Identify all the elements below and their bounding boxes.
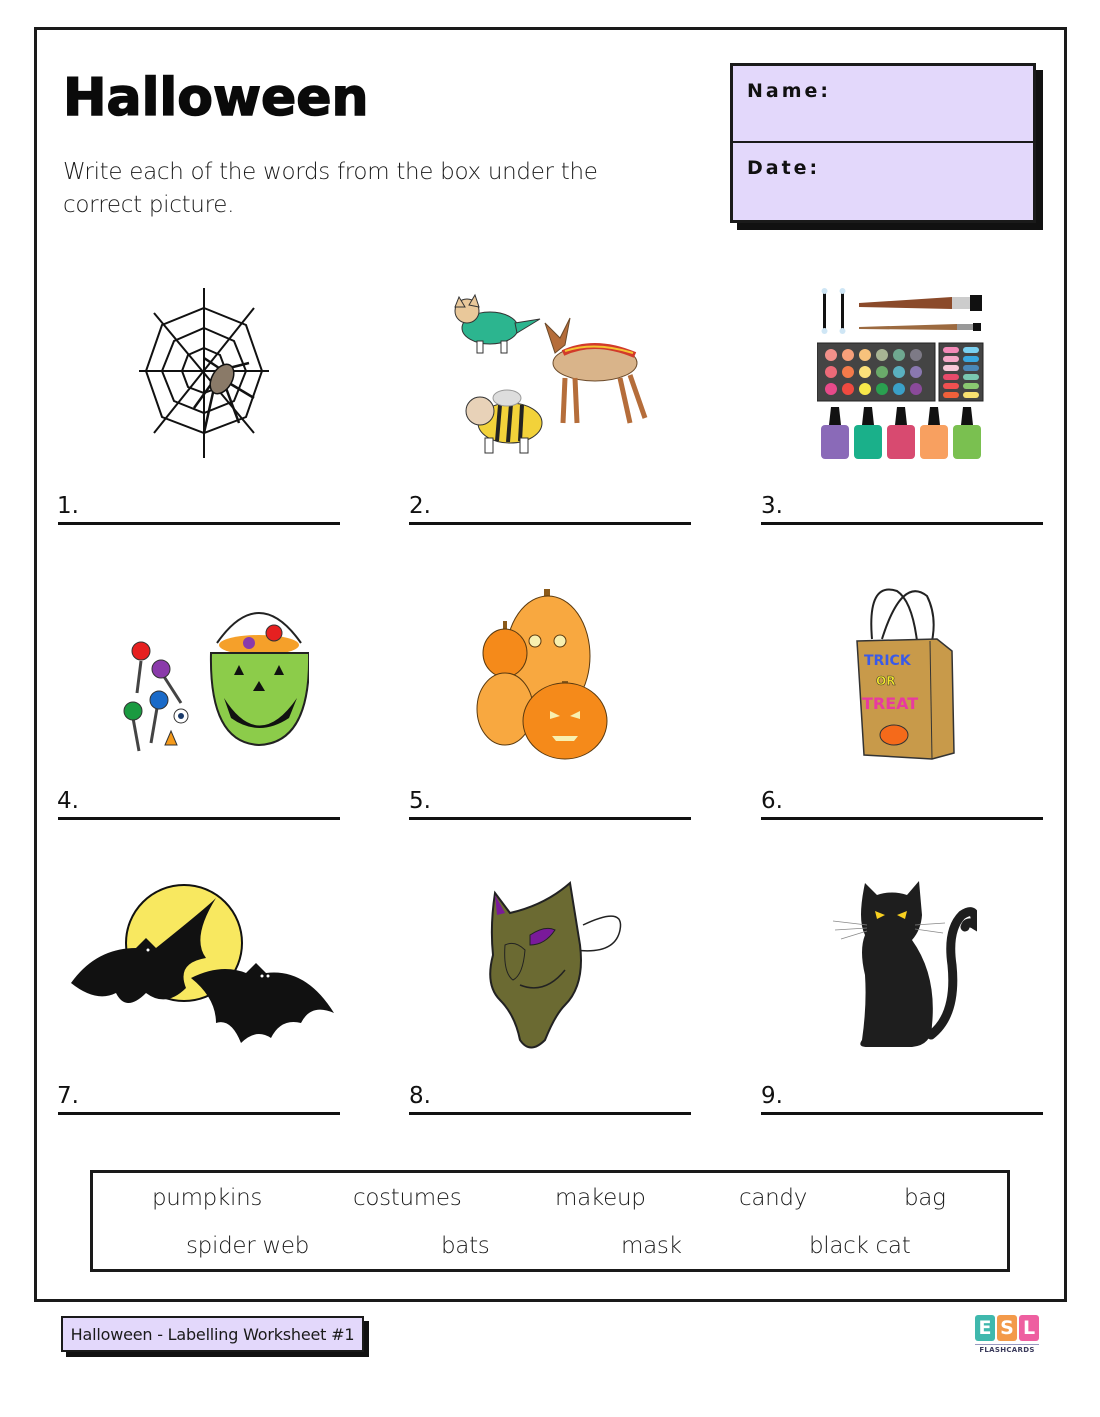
name-field[interactable] [733, 66, 1033, 143]
witch-mask-icon [475, 875, 625, 1055]
item-number: 3. [761, 493, 783, 519]
answer-line-8[interactable] [409, 1112, 691, 1115]
word-item: spider web [186, 1233, 310, 1259]
candy-bucket-icon [99, 583, 309, 763]
svg-text:TREAT: TREAT [861, 693, 918, 713]
pumpkins-icon [470, 581, 630, 766]
dog-costumes-icon [445, 283, 655, 463]
page-title: Halloween [63, 68, 369, 128]
item-number: 6. [761, 788, 783, 814]
costumes-picture [408, 278, 691, 468]
item-number: 5. [409, 788, 431, 814]
answer-line-3[interactable] [761, 522, 1043, 525]
instructions-text: Write each of the words from the box under the correct picture. [63, 159, 598, 218]
answer-line-1[interactable] [58, 522, 340, 525]
svg-text:OR: OR [875, 673, 895, 688]
date-label: Date: [747, 157, 821, 179]
answer-line-2[interactable] [409, 522, 691, 525]
answer-line-6[interactable] [761, 817, 1043, 820]
word-item: black cat [809, 1233, 911, 1259]
item-number: 2. [409, 493, 431, 519]
spider-web-picture [62, 278, 345, 468]
logo-tile-e: E [975, 1315, 995, 1341]
item-number: 9. [761, 1083, 783, 1109]
spider-web-icon [134, 283, 274, 463]
svg-text:TRICK: TRICK [863, 652, 911, 669]
pumpkins-picture [408, 578, 691, 768]
worksheet-tag: Halloween - Labelling Worksheet #1 [61, 1316, 364, 1352]
logo-tile-s: S [997, 1315, 1017, 1341]
name-date-box [730, 63, 1036, 223]
black-cat-picture [760, 870, 1043, 1060]
makeup-icon [817, 283, 987, 463]
makeup-picture [760, 278, 1043, 468]
black-cat-icon [827, 875, 977, 1055]
bag-picture [760, 578, 1043, 768]
logo-tile-l: L [1019, 1315, 1039, 1341]
mask-picture [408, 870, 691, 1060]
bats-moon-icon [66, 878, 341, 1053]
trick-or-treat-bag-icon [842, 581, 962, 766]
item-number: 8. [409, 1083, 431, 1109]
name-label: Name: [747, 80, 832, 102]
answer-line-7[interactable] [58, 1112, 340, 1115]
item-number: 7. [57, 1083, 79, 1109]
answer-line-9[interactable] [761, 1112, 1043, 1115]
word-item: candy [739, 1185, 808, 1211]
date-field[interactable] [733, 143, 1033, 220]
candy-picture [62, 578, 345, 768]
word-item: costumes [353, 1185, 462, 1211]
word-item: pumpkins [152, 1185, 263, 1211]
bats-picture [62, 870, 345, 1060]
word-item: bag [904, 1185, 946, 1211]
item-number: 1. [57, 493, 79, 519]
item-number: 4. [57, 788, 79, 814]
word-bank [90, 1170, 1010, 1272]
answer-line-4[interactable] [58, 817, 340, 820]
word-item: mask [621, 1233, 682, 1259]
word-item: makeup [555, 1185, 646, 1211]
word-item: bats [441, 1233, 490, 1259]
answer-line-5[interactable] [409, 817, 691, 820]
logo-subtitle: FLASHCARDS [975, 1344, 1039, 1354]
esl-flashcards-logo [975, 1315, 1041, 1359]
